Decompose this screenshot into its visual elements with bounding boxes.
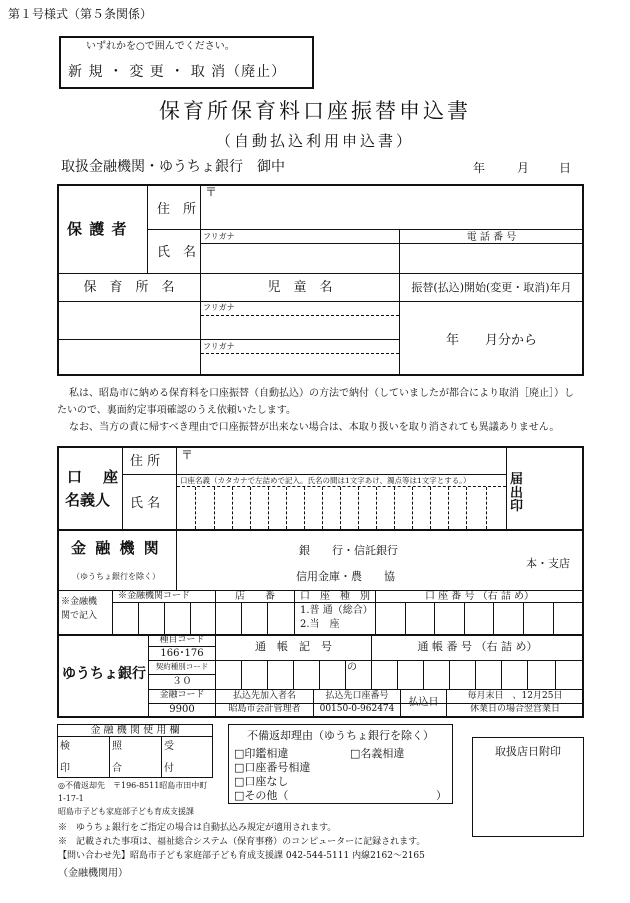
- yucho-label: ゆうちょ銀行: [62, 666, 146, 682]
- guardian-phone-input[interactable]: [401, 245, 582, 272]
- branch-label[interactable]: 本・支店: [526, 557, 570, 570]
- yucho-bank-code-value: 9900: [169, 704, 195, 715]
- bank-fill-label-1: ※金融機: [61, 597, 98, 607]
- application-type-options[interactable]: 新 規 ・ 変 更 ・ 取 消（廃止）: [68, 64, 287, 80]
- footer-note-2: ※ 記載された事項は、福祉総合システム（保育事務）のコンピューターに記録されます。: [58, 837, 426, 847]
- footer-note-1: ※ ゆうちょ銀行をご指定の場合は自動払込み規定が適用されます。: [58, 823, 337, 833]
- reason-name-mismatch[interactable]: □名義相違: [350, 747, 405, 760]
- verify-1: 照: [112, 741, 122, 752]
- addressee: 取扱金融機関・ゆうちょ銀行 御中: [61, 159, 285, 175]
- child-name-input-1[interactable]: [202, 317, 398, 338]
- payee-account-label: 払込先口座番号: [325, 691, 389, 701]
- payee-name-label: 払込先加入者名: [232, 691, 296, 701]
- yucho-code-value: 166･176: [160, 648, 204, 659]
- seal-area[interactable]: [526, 449, 582, 527]
- bank-type-line-1[interactable]: 銀 行・信託銀行: [299, 544, 398, 557]
- guardian-name-input[interactable]: [202, 245, 398, 272]
- bank-note: （ゆうちょ銀行を除く）: [72, 572, 160, 581]
- pay-date-line-1: 毎月末日 、12月25日: [467, 691, 563, 701]
- start-month-value[interactable]: 年 月分から: [446, 333, 538, 348]
- holder-name-input[interactable]: [178, 489, 505, 528]
- passbook-symbol-label: 通 帳 記 号: [255, 640, 332, 653]
- holder-postal-mark: 〒: [181, 448, 194, 462]
- statement-line-2: たいので、裏面約定事項確認のうえ依頼いたします。: [57, 405, 296, 416]
- yucho-bank-code-label: 金融コード: [159, 690, 205, 700]
- bank-label: 金 融 機 関: [71, 539, 161, 557]
- date-day: 日: [559, 161, 572, 175]
- holder-name-note: 口座名義（カタカナで左詰めで記入。氏名の間は1文字あけ、濁点等は1文字とする。）: [180, 476, 471, 485]
- bank-use-title: 金 融 機 関 使 用 欄: [90, 725, 180, 736]
- pay-date-line-2: 休業日の場合翌営業日: [469, 704, 560, 714]
- receive-1: 受: [164, 741, 174, 752]
- account-number-label: 口 座 番 号 （右 詰 め）: [424, 591, 535, 602]
- reason-other[interactable]: □その他（: [234, 789, 289, 802]
- date-year: 年: [473, 161, 486, 175]
- account-type-ordinary[interactable]: 1.普 通（総合）: [300, 605, 373, 616]
- yucho-contract-label: 契約種別コード: [155, 662, 209, 671]
- check-seal-2: 印: [60, 763, 70, 774]
- guardian-postal-mark: 〒: [205, 185, 218, 199]
- payee-account-value: 00150-0-962474: [319, 704, 395, 714]
- receive-2: 付: [164, 763, 174, 774]
- statement-line-3: なお、当方の責に帰すべき理由で口座振替が出来ない場合は、本取り扱いを取り消されても異議ありません。: [69, 422, 560, 433]
- guardian-address-input[interactable]: [220, 188, 580, 228]
- footer-bank-use: （金融機関用）: [58, 868, 128, 879]
- return-address-1: ◎不備返却先 〒196‑8511昭島市田中町: [58, 781, 208, 790]
- account-holder-label-2: 名義人: [65, 491, 111, 509]
- guardian-furigana-label: フリガナ: [203, 232, 235, 241]
- bank-fill-label-2: 関で記入: [61, 611, 98, 621]
- seal-label: 届出印: [510, 472, 524, 515]
- account-type-current[interactable]: 2.当 座: [300, 619, 340, 630]
- holder-address-input[interactable]: [196, 450, 501, 472]
- return-address-2: 1‑17‑1: [58, 794, 84, 803]
- yucho-contract-value: ３０: [172, 676, 192, 687]
- return-address-3: 昭島市子ども家庭部子ども育成支援課: [58, 807, 194, 816]
- branch-number-label: 店 番: [235, 591, 275, 602]
- bank-type-line-2[interactable]: 信用金庫・農 協: [296, 570, 395, 583]
- date-month: 月: [517, 161, 530, 175]
- reason-number-mismatch[interactable]: □口座番号相違: [234, 761, 311, 774]
- guardian-name-label: 氏 名: [157, 245, 197, 260]
- holder-address-label: 住 所: [130, 454, 161, 469]
- yucho-code-label: 種目コード: [159, 635, 205, 645]
- holder-name-label: 氏 名: [130, 496, 161, 511]
- page-subtitle: （自動払込利用申込書）: [215, 132, 414, 150]
- passbook-number-label: 通 帳 番 号 （右 詰 め）: [417, 640, 538, 653]
- check-seal-1: 検: [60, 741, 70, 752]
- receipt-stamp-label: 取扱店日附印: [495, 745, 561, 758]
- nursery-name-input-2[interactable]: [59, 341, 199, 374]
- nursery-name-input-1[interactable]: [59, 303, 199, 338]
- statement-line-1: 私は、昭島市に納める保育料を口座振替（自動払込）の方法で納付（していましたが都合により取消［廃止］）し: [69, 388, 574, 399]
- reason-no-account[interactable]: □口座なし: [234, 775, 289, 788]
- account-type-label: 口 座 種 別: [300, 591, 370, 602]
- guardian-label: 保 護 者: [67, 220, 128, 238]
- child2-furigana-label: フリガナ: [203, 342, 235, 351]
- verify-2: 合: [112, 763, 122, 774]
- child1-furigana-label: フリガナ: [203, 303, 235, 312]
- passbook-no-mark: の: [347, 662, 357, 673]
- instruction-text: いずれかを○で囲んでください。: [86, 41, 235, 52]
- child-name-label: 児 童 名: [267, 280, 333, 295]
- reason-other-close: ）: [436, 789, 447, 802]
- account-holder-label-1: 口 座: [67, 468, 122, 486]
- reason-seal-mismatch[interactable]: □印鑑相違: [234, 747, 289, 760]
- child-name-input-2[interactable]: [202, 355, 398, 374]
- guardian-phone-label: 電 話 番 号: [466, 232, 517, 243]
- pay-date-label: 払込日: [408, 697, 439, 708]
- form-number: 第１号様式（第５条関係）: [8, 7, 153, 21]
- bank-name-input[interactable]: [179, 532, 289, 588]
- return-reasons-title: 不備返却理由（ゆうちょ銀行を除く）: [247, 729, 434, 742]
- guardian-address-label: 住 所: [157, 202, 197, 217]
- page-title: 保育所保育料口座振替申込書: [159, 99, 471, 123]
- start-month-label: 振替(払込)開始(変更・取消)年月: [411, 281, 572, 294]
- footer-contact: 【問い合わせ先】昭島市子ども家庭部子ども育成支援課 042‑544‑5111 内線2162～2165: [58, 851, 425, 861]
- nursery-name-label: 保 育 所 名: [83, 280, 175, 295]
- bank-code-label: ※金融機関コード: [118, 591, 191, 601]
- payee-name-value: 昭島市会計管理者: [228, 704, 301, 714]
